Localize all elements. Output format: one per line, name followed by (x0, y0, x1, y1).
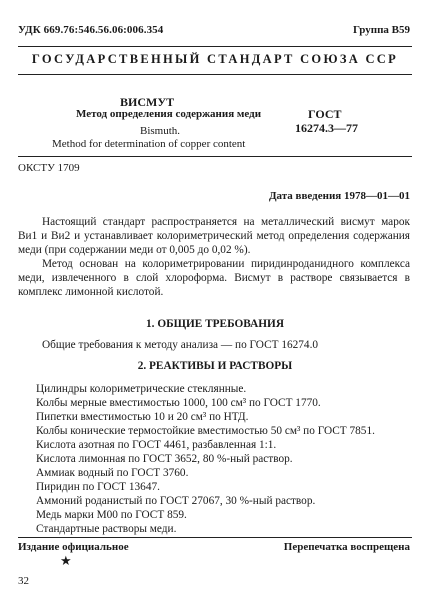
footer-rule (18, 537, 412, 538)
state-standard-title: ГОСУДАРСТВЕННЫЙ СТАНДАРТ СОЮЗА ССР (31, 52, 399, 66)
list-item: Колбы конические термостойкие вместимостью 50 см³ по ГОСТ 7851. (36, 425, 375, 437)
oksty-code: ОКСТУ 1709 (18, 162, 80, 174)
list-item: Аммоний роданистый по ГОСТ 27067, 30 %-ный раствор. (36, 495, 316, 507)
title-separator (18, 156, 412, 157)
section-general-text: Общие требования к методу анализа — по ГОСТ 16274.0 (42, 339, 319, 351)
list-item: Медь марки М00 по ГОСТ 859. (36, 509, 187, 521)
list-item: Пиридин по ГОСТ 13647. (36, 481, 160, 493)
header-rule-top (18, 46, 412, 47)
document-title-en: Bismuth. (140, 125, 181, 137)
section-heading-reagents: 2. РЕАКТИВЫ И РАСТВОРЫ (137, 360, 293, 372)
udk-code: УДК 669.76:546.56.06:006.354 (18, 24, 164, 36)
list-item: Цилиндры колориметрические стеклянные. (36, 383, 247, 395)
reprint-prohibited-label: Перепечатка воспрещена (283, 541, 410, 553)
section-heading-general: 1. ОБЩИЕ ТРЕБОВАНИЯ (146, 318, 284, 330)
gost-label: ГОСТ (308, 107, 342, 121)
intro-paragraph: Настоящий стандарт распространяется на металлический висмут марок Ви1 и Ви2 и устанавливает колориметрический метод определения содержания меди (при содержании меди от 0,005 до 0,02 %). (18, 216, 410, 256)
document-subtitle: Метод определения содержания меди (76, 108, 262, 120)
group-code: Группа В59 (352, 24, 410, 36)
list-item: Кислота лимонная по ГОСТ 3652, 80 %-ный раствор. (36, 453, 293, 465)
document-subtitle-en: Method for determination of copper content (52, 138, 246, 150)
list-item: Аммиак водный по ГОСТ 3760. (36, 467, 189, 479)
page-number: 32 (18, 575, 29, 587)
document-title: ВИСМУТ (120, 95, 175, 109)
list-item: Кислота азотная по ГОСТ 4461, разбавленная 1:1. (36, 439, 277, 451)
header-rule-bottom (18, 74, 412, 75)
reagents-list (36, 382, 410, 536)
intro-paragraph: Метод основан на колориметрировании пиридинроданидного комплекса меди, извлеченного в слой хлороформа. Висмут в растворе связывается в комплекс лимонной кислотой. (18, 258, 410, 298)
intro-text (18, 215, 410, 299)
star-icon: ★ (60, 553, 72, 568)
list-item: Стандартные растворы меди. (36, 523, 177, 535)
introduction-date: Дата введения 1978—01—01 (268, 190, 410, 202)
gost-number: 16274.3—77 (295, 121, 358, 135)
list-item: Колбы мерные вместимостью 1000, 100 см³ по ГОСТ 1770. (36, 397, 321, 409)
list-item: Пипетки вместимостью 10 и 20 см³ по НТД. (36, 411, 249, 423)
official-edition-label: Издание официальное (18, 541, 129, 553)
